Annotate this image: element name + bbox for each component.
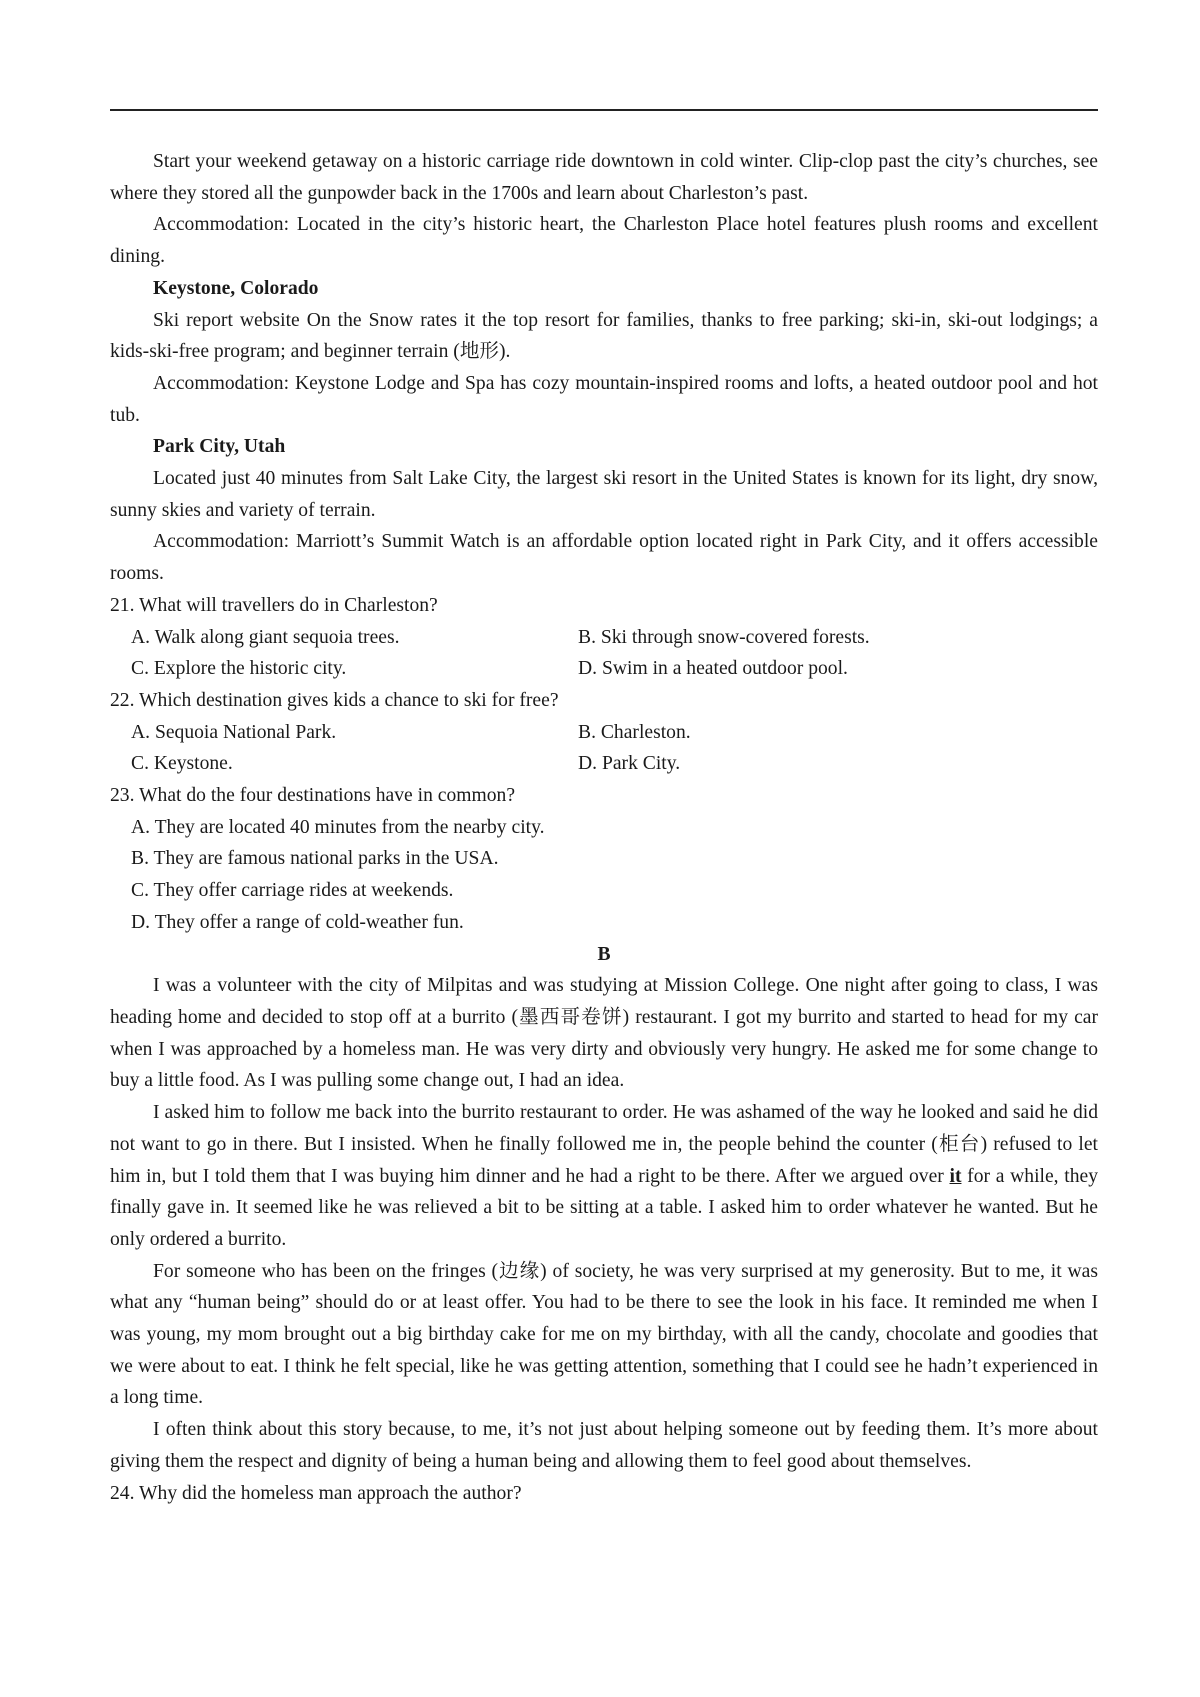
question-22-option-a: A. Sequoia National Park. xyxy=(131,721,337,743)
keystone-paragraph: Ski report website On the Snow rates it the top resort for families, thanks to free parking; ski-in, ski-out lodgings; a kids-ski-free program; and beginner terrain (地形). xyxy=(110,309,1098,363)
question-22-stem: 22. Which destination gives kids a chance to ski for free? xyxy=(110,689,559,711)
section-b-label: B xyxy=(597,943,611,965)
passage-b-paragraph-4: I often think about this story because, to me, it’s not just about helping someone out by feeding them. It’s more about giving them the respect and dignity of being a human being and allowing them to feel good about themselves. xyxy=(110,1419,1098,1472)
keystone-heading: Keystone, Colorado xyxy=(153,277,319,299)
question-22-option-c: C. Keystone. xyxy=(131,753,233,775)
passage-b-paragraph-3: For someone who has been on the fringes (边缘) of society, he was very surprised at my generosity. But to me, it was what any “human being” should do or at least offer. You had to be there to see the look in his face. It reminded me when I was young, my mom brought out a big birthday cake for me on my birthday, with all the candy, chocolate and goodies that we were about to eat. I think he felt special, like he was getting attention, something that I could see he hadn’t experienced in a long time. xyxy=(110,1260,1098,1409)
question-21-stem: 21. What will travellers do in Charleston? xyxy=(110,594,438,616)
question-22-options-row-2 xyxy=(110,748,1098,780)
passage-b-p2-before: I asked him to follow me back into the burrito restaurant to order. He was ashamed of the way he looked and said he did not want to go in there. But I insisted. When he finally followed me in, the people behind the counter (柜台) refused to let him in, but I told them that I was buying him dinner and he had a right to be there. After we argued over xyxy=(110,1102,1098,1187)
charleston-paragraph: Start your weekend getaway on a historic carriage ride downtown in cold winter. Clip-clop past the city’s churches, see where they stored all the gunpowder back in the 1700s and learn about Charleston’s past. xyxy=(110,151,1098,204)
parkcity-accommodation: Accommodation: Marriott’s Summit Watch is an affordable option located right in Park City, and it offers accessible rooms. xyxy=(110,531,1098,585)
question-21-options-row-2 xyxy=(110,653,1098,685)
question-21-options-row-1 xyxy=(110,622,1098,654)
passage-b-paragraph-1: I was a volunteer with the city of Milpitas and was studying at Mission College. One night after going to class, I was heading home and decided to stop off at a burrito (墨西哥卷饼) restaurant. I got my burrito and started to head for my car when I was approached by a homeless man. He was very dirty and obviously very hungry. He asked me for some change to buy a little food. As I was pulling some change out, I had an idea. xyxy=(110,975,1098,1092)
parkcity-paragraph: Located just 40 minutes from Salt Lake City, the largest ski resort in the United States is known for its light, dry snow, sunny skies and variety of terrain. xyxy=(110,468,1098,521)
question-21-option-d: D. Swim in a heated outdoor pool. xyxy=(578,658,848,680)
question-23-stem: 23. What do the four destinations have in common? xyxy=(110,785,516,807)
question-21-option-a: A. Walk along giant sequoia trees. xyxy=(131,626,400,648)
passage-b-p2-after: for a while, they finally gave in. It seemed like he was relieved a bit to be sitting at a table. I asked him to order whatever he wanted. But he only ordered a burrito. xyxy=(110,1165,1098,1250)
question-21-option-b: B. Ski through snow-covered forests. xyxy=(578,626,870,648)
question-22-option-d: D. Park City. xyxy=(578,753,681,775)
question-22-options-row-1 xyxy=(110,717,1098,749)
question-24-stem: 24. Why did the homeless man approach the author? xyxy=(110,1482,522,1504)
question-21-option-c: C. Explore the historic city. xyxy=(131,658,347,680)
question-23-option-b: B. They are famous national parks in the USA. xyxy=(131,848,499,870)
charleston-accommodation: Accommodation: Located in the city’s historic heart, the Charleston Place hotel features plush rooms and excellent dining. xyxy=(110,214,1098,268)
question-22-option-b: B. Charleston. xyxy=(578,721,691,743)
header-rule xyxy=(110,109,1098,111)
parkcity-heading: Park City, Utah xyxy=(153,436,286,458)
exam-page xyxy=(110,146,1098,1509)
question-23-option-c: C. They offer carriage rides at weekends. xyxy=(131,880,454,902)
keystone-accommodation: Accommodation: Keystone Lodge and Spa has cozy mountain-inspired rooms and lofts, a heated outdoor pool and hot tub. xyxy=(110,372,1098,426)
question-23-option-d: D. They offer a range of cold-weather fun. xyxy=(131,911,464,933)
passage-b-paragraph-2 xyxy=(110,1097,1098,1256)
underlined-word-it: it xyxy=(949,1165,962,1187)
question-23-option-a: A. They are located 40 minutes from the nearby city. xyxy=(131,816,545,838)
